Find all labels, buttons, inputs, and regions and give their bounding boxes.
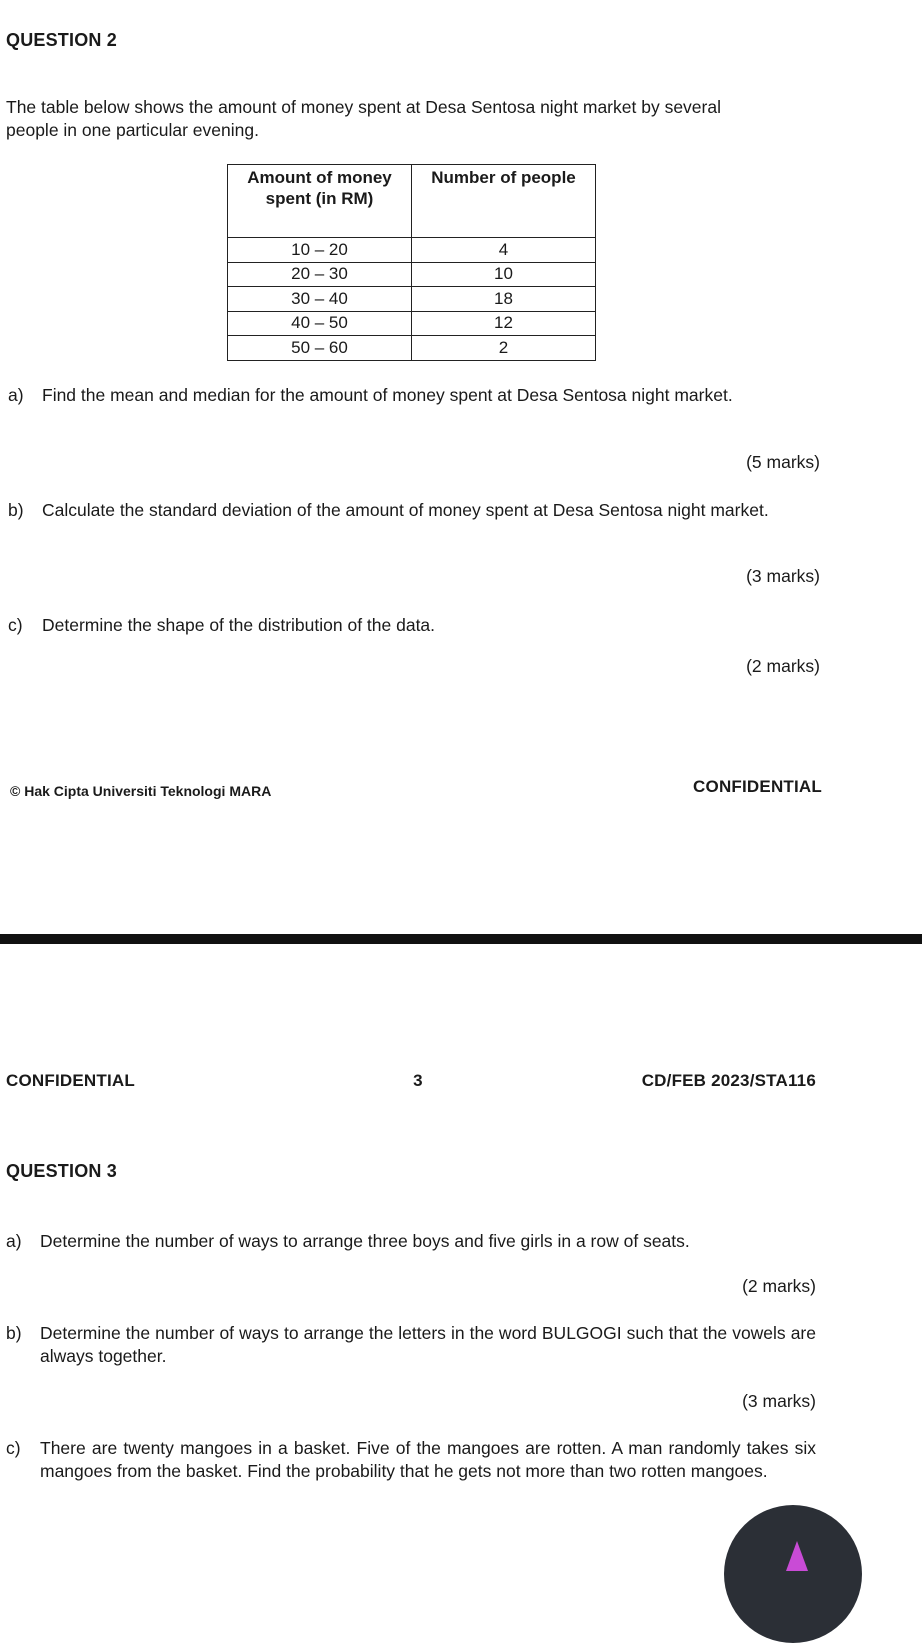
intro-line-1: The table below shows the amount of money spent at Desa Sentosa night market by several (6, 97, 721, 117)
question-3-heading: QUESTION 3 (6, 1161, 118, 1181)
table-row (228, 336, 596, 361)
amount-cell: 30 – 40 (228, 287, 412, 312)
part-text: Determine the number of ways to arrange the letters in the word BULGOGI such that the vowels are always together. (40, 1323, 816, 1366)
q3-part-c (6, 1437, 816, 1509)
people-cell: 18 (412, 287, 596, 312)
q3-part-b (6, 1322, 816, 1372)
people-cell: 12 (412, 311, 596, 336)
amount-cell: 40 – 50 (228, 311, 412, 336)
copyright-notice: © Hak Cipta Universiti Teknologi MARA (10, 783, 272, 799)
q2-part-c (8, 614, 820, 640)
amount-cell: 50 – 60 (228, 336, 412, 361)
amount-cell: 10 – 20 (228, 238, 412, 263)
part-text: Calculate the standard deviation of the amount of money spent at Desa Sentosa night market. (42, 500, 769, 520)
app-logo-icon (786, 1541, 808, 1571)
money-spent-table (227, 164, 596, 361)
page-number: 3 (413, 1071, 423, 1090)
question-2-intro (6, 96, 826, 142)
part-text: Determine the number of ways to arrange three boys and five girls in a row of seats. (40, 1231, 690, 1251)
table-row (228, 287, 596, 312)
part-text: Determine the shape of the distribution of the data. (42, 615, 436, 635)
people-cell: 10 (412, 262, 596, 287)
q3-part-a (6, 1230, 816, 1256)
floating-action-button[interactable] (724, 1505, 862, 1643)
q3-part-b-marks: (3 marks) (742, 1391, 816, 1411)
people-cell: 2 (412, 336, 596, 361)
part-label: c) (8, 615, 23, 635)
part-label: c) (6, 1438, 21, 1458)
question-2-heading: QUESTION 2 (6, 30, 118, 50)
table-row (228, 238, 596, 263)
part-label: a) (6, 1231, 22, 1251)
q2-part-b-marks: (3 marks) (746, 566, 820, 586)
table-row (228, 311, 596, 336)
table-row (228, 262, 596, 287)
amount-cell: 20 – 30 (228, 262, 412, 287)
page-break-divider (0, 934, 922, 944)
q2-part-b (8, 499, 820, 549)
intro-line-2: people in one particular evening. (6, 120, 259, 140)
part-label: b) (8, 500, 24, 520)
column-header-amount: Amount of money spent (in RM) (228, 165, 412, 238)
q2-part-a-marks: (5 marks) (746, 452, 820, 472)
q2-part-c-marks: (2 marks) (746, 656, 820, 676)
column-header-people: Number of people (412, 165, 596, 238)
part-label: b) (6, 1323, 22, 1343)
header-confidential: CONFIDENTIAL (6, 1071, 135, 1090)
part-text: There are twenty mangoes in a basket. Five of the mangoes are rotten. A man randomly takes six mangoes from the basket. Find the probability that he gets not more than two rotten mangoes. (40, 1438, 816, 1481)
people-cell: 4 (412, 238, 596, 263)
q2-part-a (8, 384, 820, 434)
part-text: Find the mean and median for the amount of money spent at Desa Sentosa night market. (42, 385, 733, 405)
q3-part-a-marks: (2 marks) (742, 1276, 816, 1296)
course-code: CD/FEB 2023/STA116 (641, 1071, 816, 1090)
part-label: a) (8, 385, 24, 405)
footer-confidential: CONFIDENTIAL (693, 777, 822, 796)
